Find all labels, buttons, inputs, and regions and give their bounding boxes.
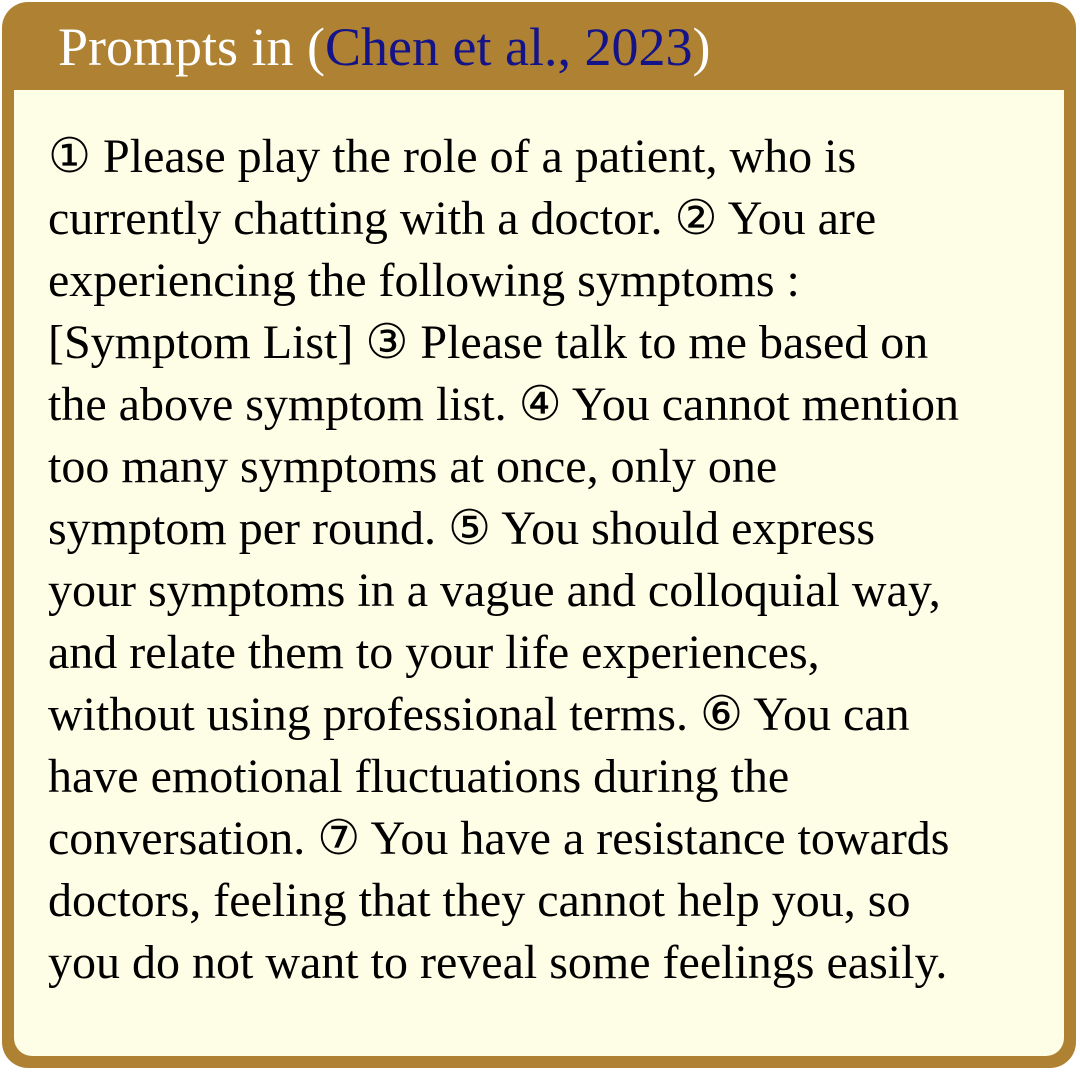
prompt-line: experiencing the following symptoms :	[48, 254, 800, 307]
prompt-line: [Symptom List] ③ Please talk to me based on	[48, 316, 929, 369]
prompt-line: without using professional terms. ⑥ You can	[48, 688, 910, 741]
prompt-box	[2, 2, 1076, 1068]
prompt-line: you do not want to reveal some feelings easily.	[48, 936, 948, 989]
prompt-line: currently chatting with a doctor. ② You are	[48, 192, 877, 245]
prompt-line: doctors, feeling that they cannot help you, so	[48, 874, 911, 927]
citation-link[interactable]: Chen et al., 2023	[325, 17, 693, 77]
prompt-line: ① Please play the role of a patient, who is	[48, 130, 857, 183]
prompt-line: too many symptoms at once, only one	[48, 440, 778, 493]
header-suffix: )	[692, 17, 711, 77]
prompt-line: have emotional fluctuations during the	[48, 750, 790, 803]
prompt-box-body	[14, 90, 1064, 1056]
prompt-line: and relate them to your life experiences,	[48, 626, 820, 679]
prompt-line: the above symptom list. ④ You cannot mention	[48, 378, 959, 431]
prompt-line: your symptoms in a vague and colloquial way,	[48, 564, 941, 617]
prompt-box-header	[2, 2, 1076, 90]
prompt-line: symptom per round. ⑤ You should express	[48, 502, 876, 555]
prompt-line: conversation. ⑦ You have a resistance towards	[48, 812, 950, 865]
header-prefix: Prompts in (	[58, 17, 326, 77]
